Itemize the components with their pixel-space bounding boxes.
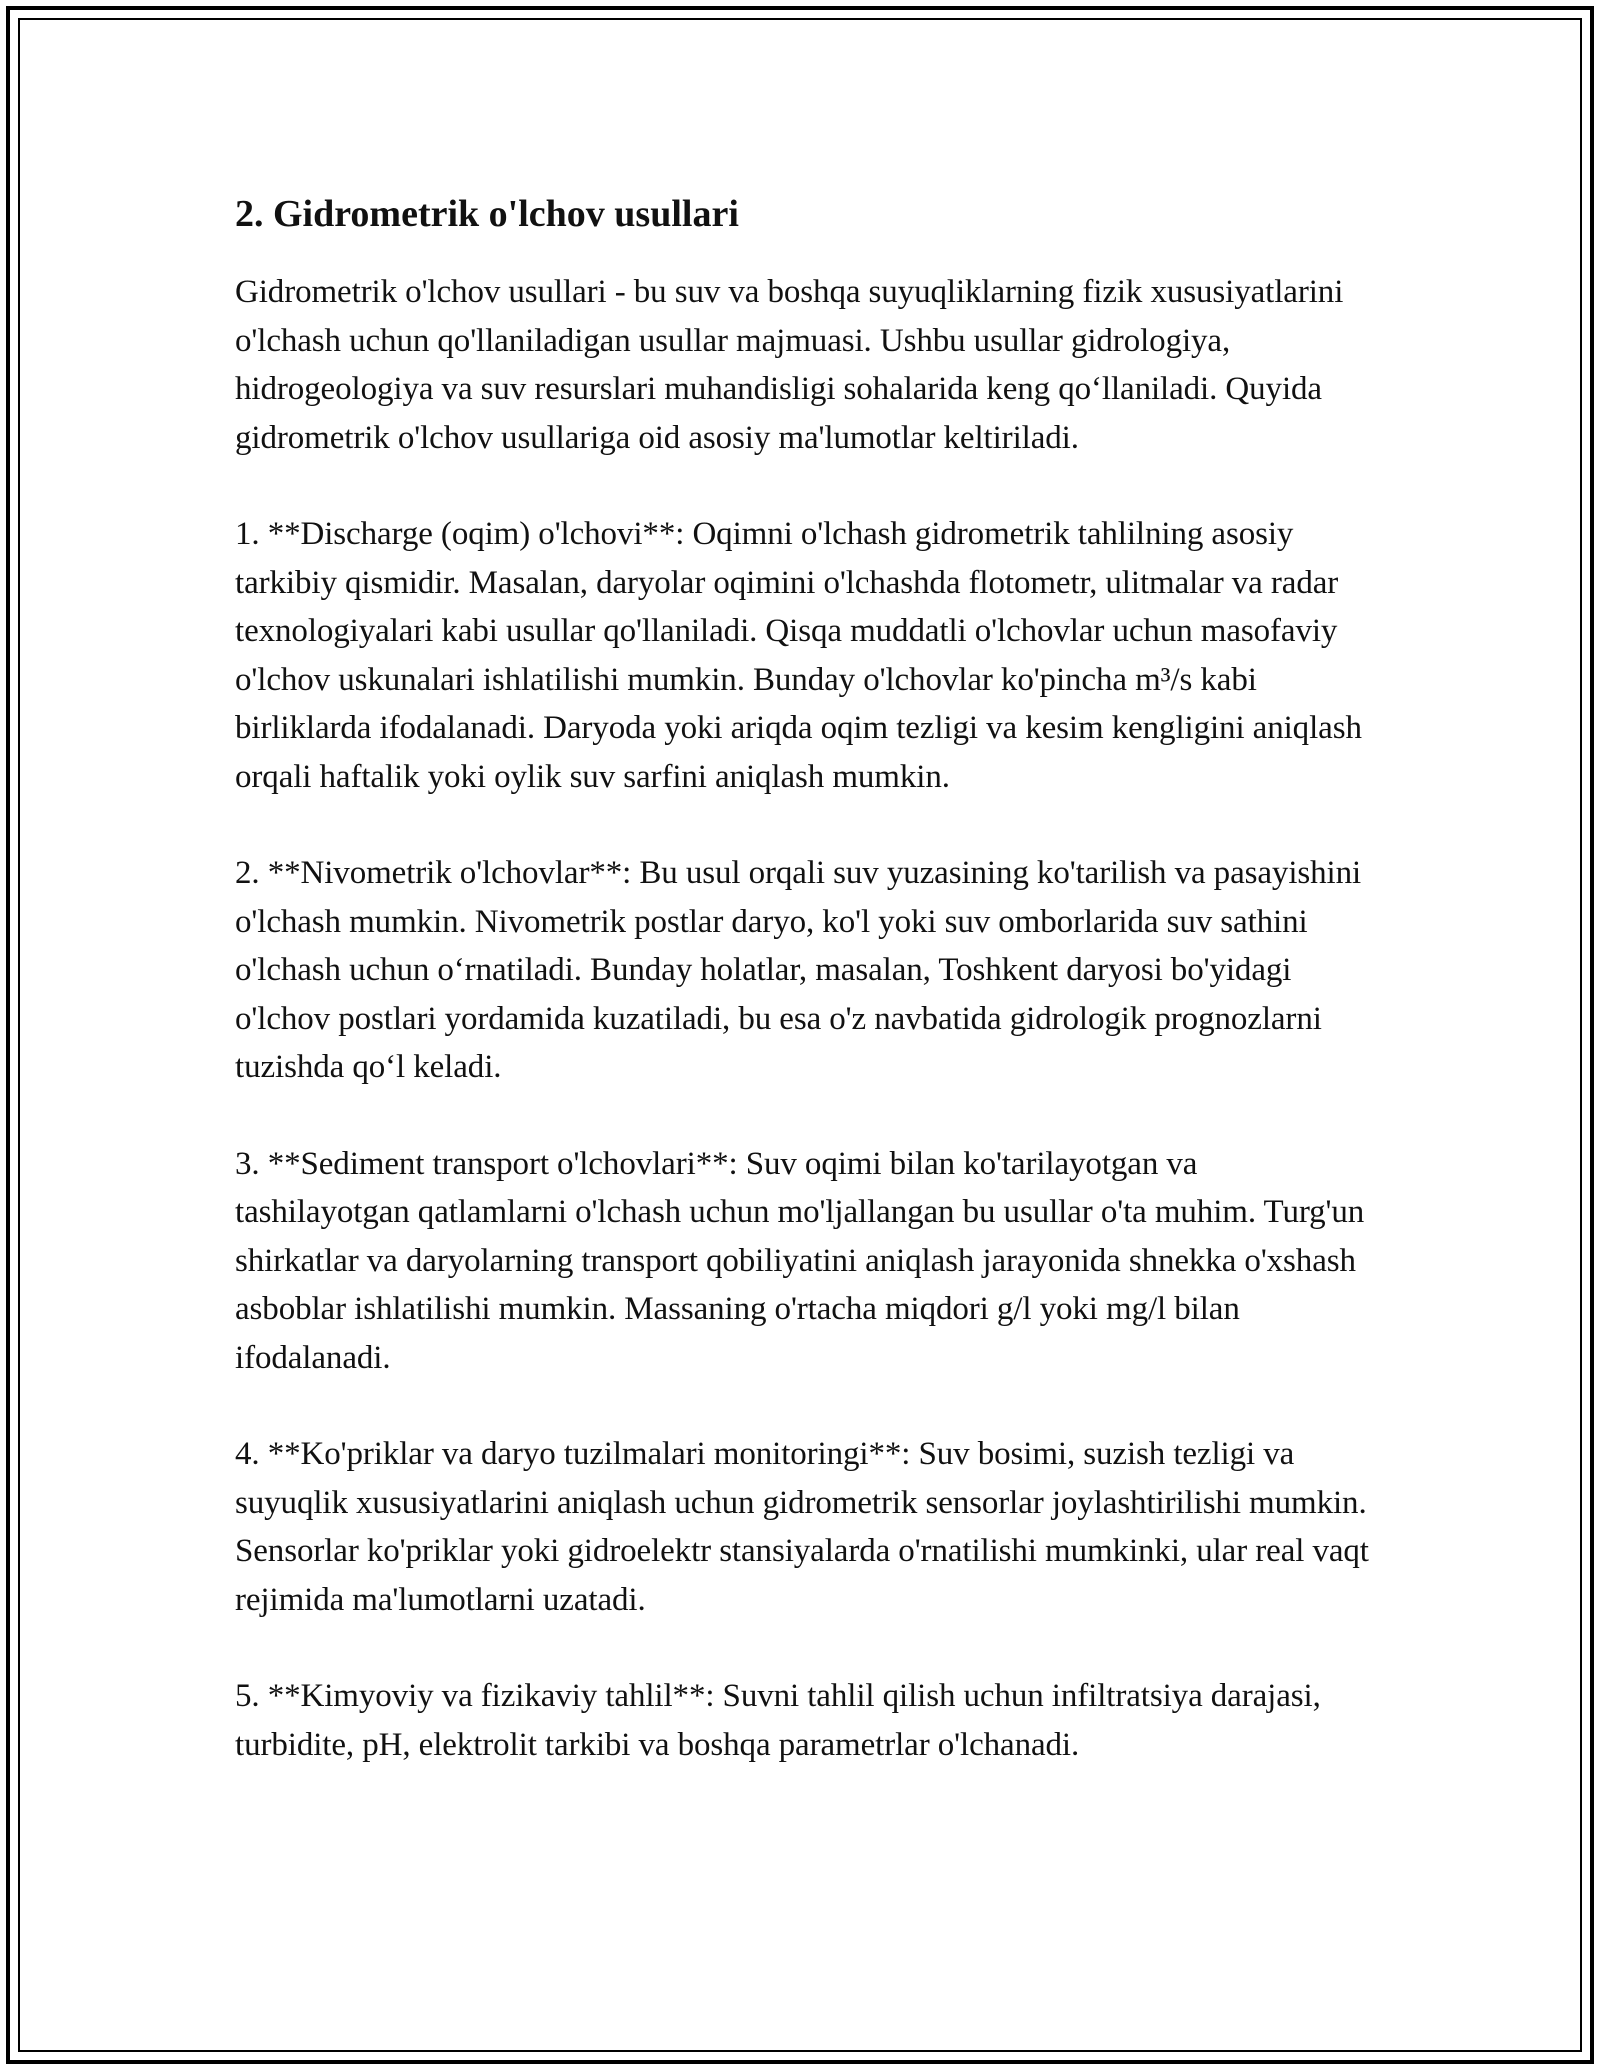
paragraph-nivometric: 2. **Nivometrik o'lchovlar**: Bu usul orqali suv yuzasining ko'tarilish va pasayishini o'lchash mumkin. Nivometrik postlar daryo, ko'l yoki suv omborlarida suv sathini o'lchash uchun o‘rnatiladi. Bunday holatlar, masalan, Toshkent daryosi bo'yidagi o'lchov postlari yordamida kuzatiladi, bu esa o'z navbatida gidrologik prognozlarni tuzishda qo‘l keladi. [235, 855, 1362, 1085]
paragraph-sediment: 3. **Sediment transport o'lchovlari**: Suv oqimi bilan ko'tarilayotgan va tashilayotgan qatlamlarni o'lchash uchun mo'ljallangan bu usullar o'ta muhim. Turg'un shirkatlar va daryolarning transport qobiliyatini aniqlash jarayonida shnekka o'xshash asboblar ishlatilishi mumkin. Massaning o'rtacha miqdori g/l yoki mg/l bilan ifodalanadi. [235, 1145, 1365, 1376]
intro-paragraph: Gidrometrik o'lchov usullari - bu suv va boshqa suyuqliklarning fizik xususiyatlarini o'lchash uchun qo'llaniladigan usullar majmuasi. Ushbu usullar gidrologiya, hidrogeologiya va suv resurslari muhandisligi sohalarida keng qo‘llaniladi. Quyida gidrometrik o'lchov usullariga oid asosiy ma'lumotlar keltiriladi. [235, 274, 1344, 456]
paragraph-chemical: 5. **Kimyoviy va fizikaviy tahlil**: Suvni tahlil qilish uchun infiltratsiya darajasi, turbidite, pH, elektrolit tarkibi va boshqa parametrlar o'lchanadi. [235, 1678, 1321, 1763]
paragraph-bridges: 4. **Ko'priklar va daryo tuzilmalari monitoringi**: Suv bosimi, suzish tezligi va suyuqlik xususiyatlarini aniqlash uchun gidrometrik sensorlar joylashtirilishi mumkin. Sensorlar ko'priklar yoki gidroelektr stansiyalarda o'rnatilishi mumkinki, ular real vaqt rejimida ma'lumotlarni uzatadi. [235, 1436, 1369, 1618]
paragraph-discharge: 1. **Discharge (oqim) o'lchovi**: Oqimni o'lchash gidrometrik tahlilning asosiy tarkibiy qismidir. Masalan, daryolar oqimini o'lchashda flotometr, ulitmalar va radar texnologiyalari kabi usullar qo'llaniladi. Qisqa muddatli o'lchovlar uchun masofaviy o'lchov uskunalari ishlatilishi mumkin. Bunday o'lchovlar ko'pincha m³/s kabi birliklarda ifodalanadi. Daryoda yoki ariqda oqim tezligi va kesim kengligini aniqlash orqali haftalik yoki oylik suv sarfini aniqlash mumkin. [235, 516, 1362, 795]
document-body [235, 190, 1370, 1817]
section-heading: 2. Gidrometrik o'lchov usullari [235, 193, 739, 235]
